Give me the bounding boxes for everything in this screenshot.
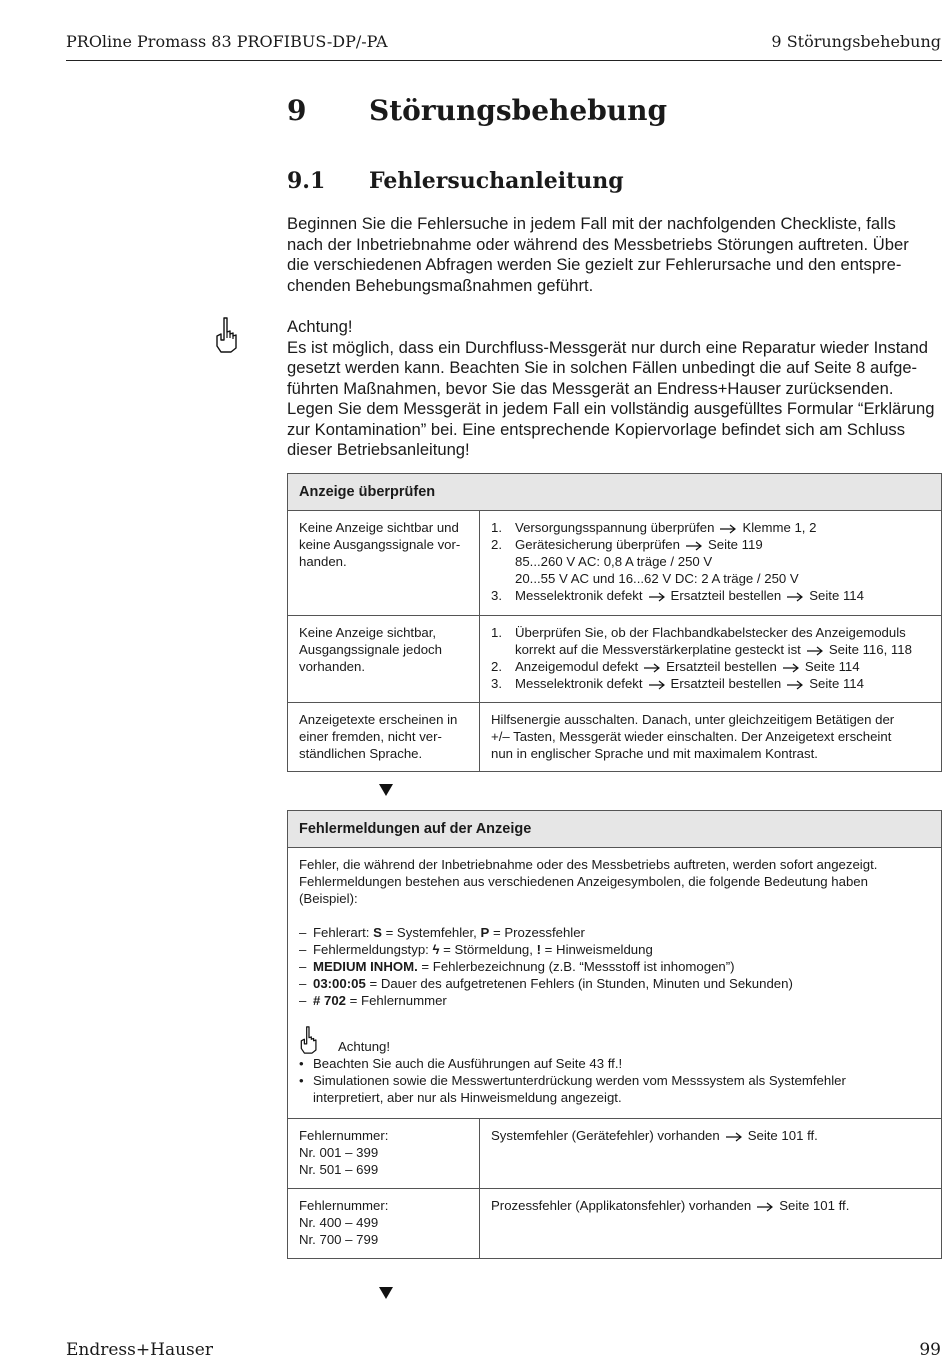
symptom-cell bbox=[288, 703, 480, 771]
list-item: • Simulationen sowie die Messwertunterdrückung werden vom Messsystem als Systemfehler interpretiert, aber nur als Hinweismeldung angezeigt. bbox=[299, 1073, 846, 1105]
item-text: = Systemfehler, bbox=[381, 925, 481, 940]
item-text: = Störmeldung, bbox=[439, 942, 537, 957]
item-target: Ersatzteil bestellen bbox=[670, 676, 782, 691]
item-text: = Fehlernummer bbox=[346, 993, 447, 1008]
chapter-title: Störungsbehebung bbox=[369, 94, 668, 127]
page-reference: Seite 101 ff. bbox=[747, 1128, 818, 1143]
item-text: Versorgungsspannung überprüfen bbox=[515, 520, 715, 535]
symptom-line: vorhanden. bbox=[299, 659, 365, 674]
symptom-line: handen. bbox=[299, 554, 347, 569]
checklist-table-display bbox=[287, 473, 942, 772]
error-line: Nr. 700 – 799 bbox=[299, 1232, 379, 1247]
chapter-number: 9 bbox=[287, 94, 307, 127]
item-number: 3. bbox=[491, 588, 502, 603]
item-number: 2. bbox=[491, 659, 502, 674]
table-title: Anzeige überprüfen bbox=[288, 474, 941, 511]
error-line: Nr. 001 – 399 bbox=[299, 1145, 379, 1160]
item-key: ! bbox=[536, 942, 542, 957]
caution-line: zur Kontamination” bei. Eine entsprechende Kopiervorlage befindet sich am Schluss bbox=[287, 419, 906, 439]
table-row bbox=[288, 616, 941, 703]
intro-line: Beginnen Sie die Fehlersuche in jedem Fall mit der nachfolgenden Checkliste, falls bbox=[287, 214, 896, 233]
list-item: – Fehlermeldungstyp: ϟ = Störmeldung, ! = Hinweismeldung bbox=[299, 942, 653, 957]
bullet-text: interpretiert, aber nur als Hinweismeldung angezeigt. bbox=[313, 1090, 622, 1105]
page-number: 99 bbox=[919, 1340, 941, 1360]
symptom-line: Keine Anzeige sichtbar, bbox=[299, 625, 437, 640]
item-text: Messelektronik defekt bbox=[515, 588, 643, 603]
error-type: Prozessfehler (Applikatonsfehler) vorhanden bbox=[491, 1198, 752, 1213]
table-row bbox=[288, 703, 941, 771]
list-item: – 03:00:05 = Dauer des aufgetretenen Fehlers (in Stunden, Minuten und Sekunden) bbox=[299, 976, 793, 991]
item-number: 3. bbox=[491, 676, 502, 691]
pointing-hand-icon bbox=[299, 1025, 319, 1055]
intro-line: die verschiedenen Abfragen werden Sie gezielt zur Fehlerursache und den entspre- bbox=[287, 255, 902, 274]
item-text: = Dauer des aufgetretenen Fehlers (in Stunden, Minuten und Sekunden) bbox=[365, 976, 793, 991]
arrow-right-icon bbox=[786, 680, 804, 690]
intro-line: nach der Inbetriebnahme oder während des Messbetriebs Störungen auftreten. Über bbox=[287, 234, 909, 254]
arrow-right-icon bbox=[719, 524, 737, 534]
table-row bbox=[288, 511, 941, 616]
list-item bbox=[491, 658, 930, 675]
arrow-right-icon bbox=[685, 541, 703, 551]
pointing-hand-icon bbox=[214, 316, 240, 354]
caution-line: dieser Betriebsanleitung! bbox=[287, 440, 470, 459]
info-line: (Beispiel): bbox=[299, 891, 358, 906]
arrow-right-icon bbox=[643, 663, 661, 673]
list-item bbox=[491, 675, 930, 692]
item-text: 85...260 V AC: 0,8 A träge / 250 V bbox=[515, 554, 713, 569]
item-target: Klemme 1, 2 bbox=[742, 520, 817, 535]
arrow-right-icon bbox=[786, 592, 804, 602]
remedy-cell bbox=[480, 616, 941, 702]
error-remedy-cell bbox=[480, 1119, 941, 1188]
symptom-line: einer fremden, nicht ver- bbox=[299, 729, 442, 744]
intro-paragraph bbox=[287, 214, 944, 296]
remedy-cell bbox=[480, 703, 941, 771]
bullet-text: Simulationen sowie die Messwertunterdrückung werden vom Messsystem als Systemfehler bbox=[313, 1073, 846, 1088]
symptom-line: ständlichen Sprache. bbox=[299, 746, 423, 761]
item-target: Seite 114 bbox=[809, 588, 864, 603]
item-target: Ersatzteil bestellen bbox=[670, 588, 782, 603]
bullet-text: Beachten Sie auch die Ausführungen auf Seite 43 ff.! bbox=[313, 1056, 623, 1071]
symptom-line: Anzeigetexte erscheinen in bbox=[299, 712, 458, 727]
item-key: P bbox=[480, 925, 490, 940]
section-title: Fehlersuchanleitung bbox=[369, 168, 624, 194]
remedy-line: +/– Tasten, Messgerät wieder einschalten. Der Anzeigetext erscheint bbox=[491, 729, 892, 744]
arrow-right-icon bbox=[806, 646, 824, 656]
item-target: Seite 119 bbox=[707, 537, 763, 552]
symptom-line: Keine Anzeige sichtbar und bbox=[299, 520, 459, 535]
remedy-line: nun in englischer Sprache und mit maximalem Kontrast. bbox=[491, 746, 818, 761]
symptom-cell bbox=[288, 616, 480, 702]
caution-paragraph bbox=[287, 317, 944, 461]
item-text: Gerätesicherung überprüfen bbox=[515, 537, 680, 552]
item-number: 1. bbox=[491, 625, 502, 640]
footer-company: Endress+Hauser bbox=[66, 1340, 213, 1360]
list-item: – # 702 = Fehlernummer bbox=[299, 993, 447, 1008]
chapter-heading bbox=[287, 94, 667, 127]
table-row bbox=[288, 1189, 941, 1258]
list-item: – Fehlerart: S = Systemfehler, P = Prozessfehler bbox=[299, 925, 585, 940]
error-line: Fehlernummer: bbox=[299, 1198, 389, 1213]
down-triangle-icon bbox=[379, 784, 393, 796]
symptom-cell bbox=[288, 511, 480, 615]
item-text: 20...55 V AC und 16...62 V DC: 2 A träge / 250 V bbox=[515, 571, 799, 586]
item-key: 03:00:05 bbox=[313, 976, 366, 991]
info-line: Fehler, die während der Inbetriebnahme oder des Messbetriebs auftreten, werden sofort angezeigt. bbox=[299, 857, 878, 872]
item-text: = Hinweismeldung bbox=[541, 942, 653, 957]
error-line: Fehlernummer: bbox=[299, 1128, 389, 1143]
table-row bbox=[288, 1119, 941, 1189]
arrow-right-icon bbox=[782, 663, 800, 673]
caution-line: führten Maßnahmen, bevor Sie das Messgerät an Endress+Hauser zurücksenden. bbox=[287, 378, 894, 398]
symptom-line: Ausgangssignale jedoch bbox=[299, 642, 442, 657]
error-number-cell bbox=[288, 1189, 480, 1258]
item-text: = Prozessfehler bbox=[489, 925, 585, 940]
list-item bbox=[491, 536, 930, 587]
caution-line: Achtung! bbox=[287, 317, 353, 336]
item-text: Überprüfen Sie, ob der Flachbandkabelstecker des Anzeigemoduls bbox=[515, 625, 906, 640]
info-line: Fehlermeldungen bestehen aus verschiedenen Anzeigesymbolen, die folgende Bedeutung haben bbox=[299, 874, 868, 889]
arrow-right-icon bbox=[648, 592, 666, 602]
item-target: Seite 114 bbox=[804, 659, 860, 674]
symptom-line: keine Ausgangssignale vor- bbox=[299, 537, 461, 552]
item-key: # 702 bbox=[313, 993, 347, 1008]
section-heading bbox=[287, 168, 624, 194]
error-type: Systemfehler (Gerätefehler) vorhanden bbox=[491, 1128, 720, 1143]
item-target: Ersatzteil bestellen bbox=[666, 659, 777, 674]
table-row bbox=[288, 848, 941, 1119]
item-target: Seite 114 bbox=[809, 676, 864, 691]
arrow-right-icon bbox=[756, 1202, 774, 1212]
list-item: • Beachten Sie auch die Ausführungen auf Seite 43 ff.! bbox=[299, 1056, 623, 1071]
header-rule bbox=[66, 60, 942, 61]
error-line: Nr. 501 – 699 bbox=[299, 1162, 379, 1177]
caution-label: Achtung! bbox=[338, 1039, 391, 1054]
error-info-cell bbox=[288, 848, 941, 1118]
item-text: Fehlerart: bbox=[313, 925, 374, 940]
arrow-right-icon bbox=[648, 680, 666, 690]
list-item bbox=[491, 519, 930, 536]
error-line: Nr. 400 – 499 bbox=[299, 1215, 379, 1230]
error-number-cell bbox=[288, 1119, 480, 1188]
running-header-title: PROline Promass 83 PROFIBUS-DP/-PA bbox=[66, 32, 388, 51]
item-target: Seite 116, 118 bbox=[828, 642, 912, 657]
item-number: 1. bbox=[491, 520, 502, 535]
item-number: 2. bbox=[491, 537, 502, 552]
running-header-chapter: 9 Störungsbehebung bbox=[771, 32, 941, 51]
list-item: – MEDIUM INHOM. = Fehlerbezeichnung (z.B. “Messstoff ist inhomogen”) bbox=[299, 959, 735, 974]
item-text: korrekt auf die Messverstärkerplatine gesteckt ist bbox=[515, 642, 801, 657]
down-triangle-icon bbox=[379, 1287, 393, 1299]
list-item bbox=[491, 624, 930, 658]
caution-line: Legen Sie dem Messgerät in jedem Fall ein vollständig ausgefülltes Formular “Erklärung bbox=[287, 399, 935, 418]
intro-line: chenden Behebungsmaßnahmen geführt. bbox=[287, 275, 594, 295]
item-key: MEDIUM INHOM. bbox=[313, 959, 418, 974]
item-text: Fehlermeldungstyp: bbox=[313, 942, 433, 957]
caution-line: gesetzt werden kann. Beachten Sie in solchen Fällen unbedingt die auf Seite 8 aufge- bbox=[287, 358, 918, 377]
remedy-line: Hilfsenergie ausschalten. Danach, unter gleichzeitigem Betätigen der bbox=[491, 712, 895, 727]
item-key: S bbox=[373, 925, 382, 940]
section-number: 9.1 bbox=[287, 168, 326, 194]
arrow-right-icon bbox=[725, 1132, 743, 1142]
table-title: Fehlermeldungen auf der Anzeige bbox=[288, 811, 941, 848]
item-text: Anzeigemodul defekt bbox=[515, 659, 639, 674]
lightning-symbol: ϟ bbox=[432, 942, 440, 957]
remedy-cell bbox=[480, 511, 941, 615]
item-text: = Fehlerbezeichnung (z.B. “Messstoff ist inhomogen”) bbox=[417, 959, 735, 974]
caution-line: Es ist möglich, dass ein Durchfluss-Messgerät nur durch eine Reparatur wieder Instand bbox=[287, 337, 928, 357]
error-remedy-cell bbox=[480, 1189, 941, 1258]
list-item bbox=[491, 587, 930, 604]
checklist-table-errors bbox=[287, 810, 942, 1259]
page-reference: Seite 101 ff. bbox=[779, 1198, 850, 1213]
item-text: Messelektronik defekt bbox=[515, 676, 643, 691]
